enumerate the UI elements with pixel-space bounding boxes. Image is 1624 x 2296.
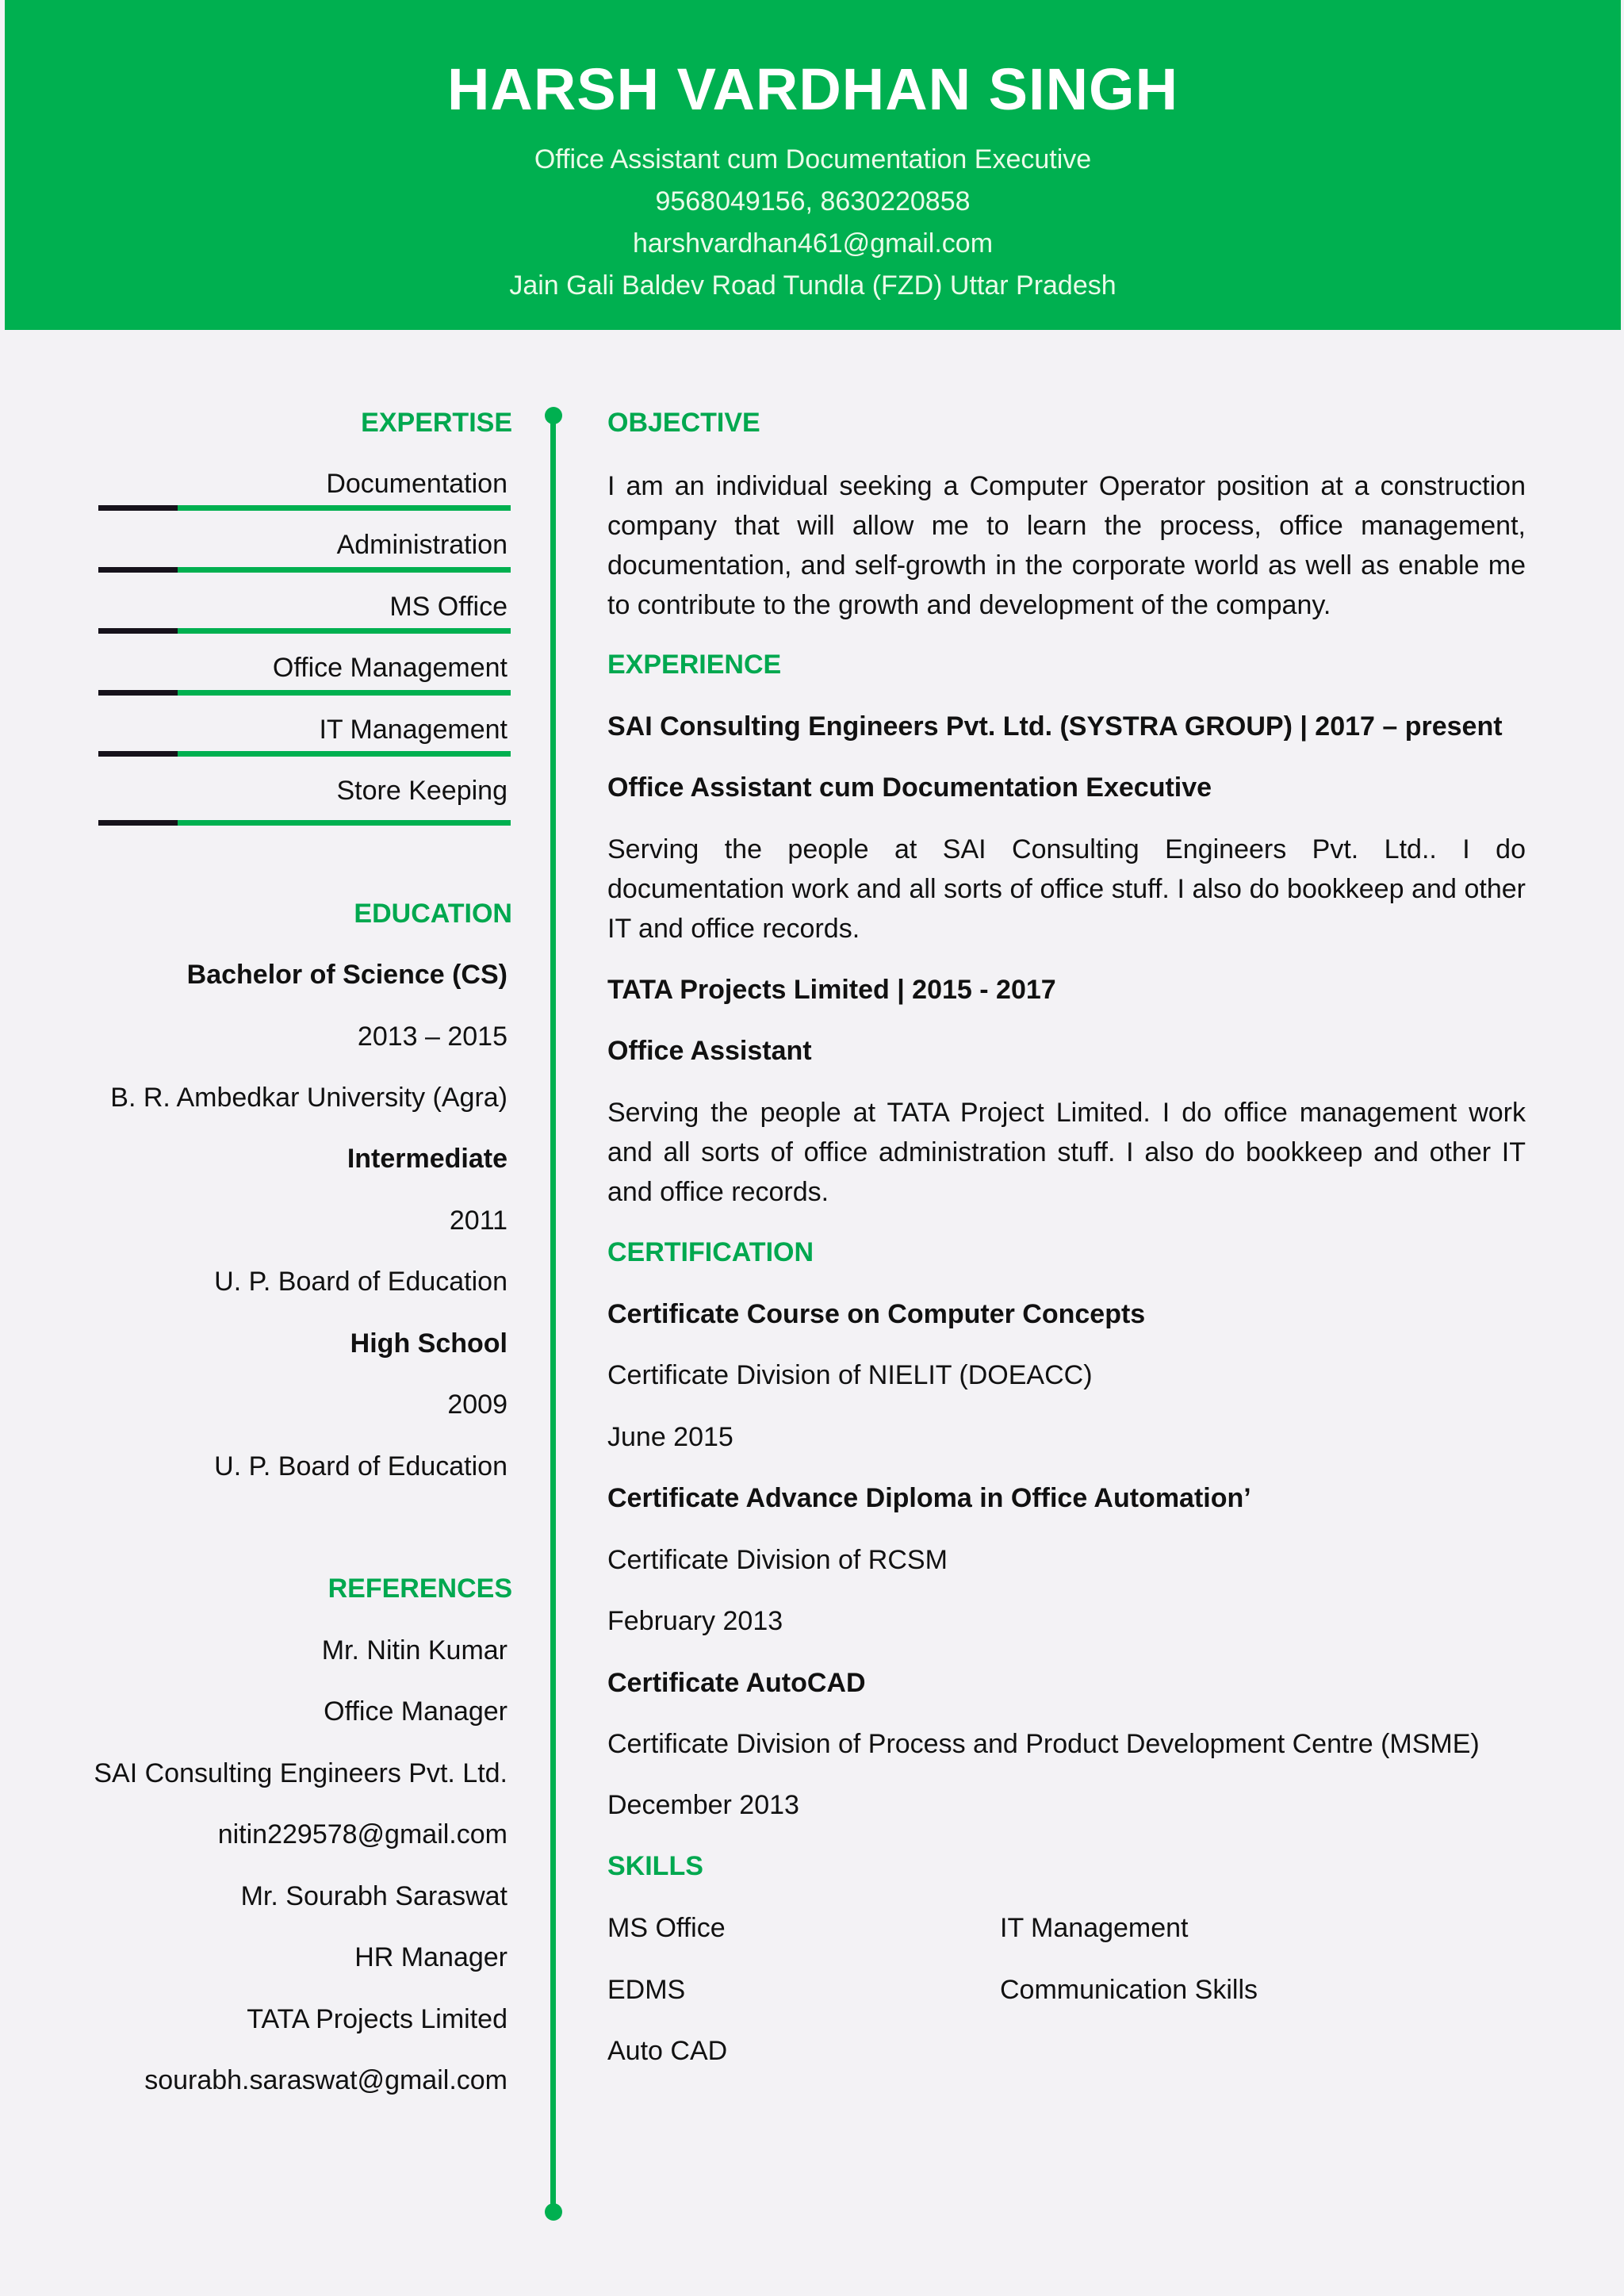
skill-bar-dark-segment xyxy=(98,751,178,757)
skill-bar xyxy=(98,751,511,757)
skill-item: IT Management xyxy=(1000,1913,1189,1943)
skill-bar-dark-segment xyxy=(98,567,178,573)
candidate-name: HARSH VARDHAN SINGH xyxy=(446,56,1179,122)
education-institution: U. P. Board of Education xyxy=(214,1451,508,1481)
skill-item: EDMS xyxy=(607,1975,686,2005)
certificate-date: February 2013 xyxy=(607,1606,783,1636)
job-title: Office Assistant cum Documentation Executive xyxy=(534,144,1092,174)
certificate-name: Certificate Course on Computer Concepts xyxy=(607,1299,1146,1329)
reference-name: Mr. Sourabh Saraswat xyxy=(240,1881,508,1911)
phone-numbers: 9568049156, 8630220858 xyxy=(655,186,971,217)
job-company: SAI Consulting Engineers Pvt. Ltd. (SYSTRA GROUP) | 2017 – present xyxy=(607,711,1503,742)
skill-bar-dark-segment xyxy=(98,628,178,634)
job-company: TATA Projects Limited | 2015 - 2017 xyxy=(607,975,1056,1005)
certificate-issuer: Certificate Division of RCSM xyxy=(607,1545,948,1575)
skill-bar xyxy=(98,820,511,826)
education-year: 2011 xyxy=(449,1205,508,1236)
education-heading: EDUCATION xyxy=(354,899,512,929)
skill-bar-dark-segment xyxy=(98,505,178,511)
job-role: Office Assistant xyxy=(607,1036,812,1066)
experience-heading: EXPERIENCE xyxy=(607,650,782,680)
objective-heading: OBJECTIVE xyxy=(607,408,760,438)
email-address[interactable]: harshvardhan461@gmail.com xyxy=(632,228,994,259)
certification-heading: CERTIFICATION xyxy=(607,1237,814,1267)
reference-email[interactable]: nitin229578@gmail.com xyxy=(217,1819,508,1849)
certificate-date: June 2015 xyxy=(607,1422,733,1452)
skill-bar xyxy=(98,690,511,696)
skill-bar xyxy=(98,567,511,573)
education-degree: Intermediate xyxy=(347,1144,508,1174)
reference-name: Mr. Nitin Kumar xyxy=(321,1635,508,1665)
timeline-top-dot xyxy=(545,407,562,424)
skill-bar-dark-segment xyxy=(98,690,178,696)
certificate-issuer: Certificate Division of NIELIT (DOEACC) xyxy=(607,1360,1093,1390)
certificate-issuer: Certificate Division of Process and Product Development Centre (MSME) xyxy=(607,1729,1480,1759)
expertise-item: IT Management xyxy=(319,715,508,745)
objective-text: I am an individual seeking a Computer Operator position at a construction company that will allow me to learn the process, office management, documentation, and self-growth in the corporate world as well as enable me to contribute to the growth and development of the company. xyxy=(607,471,1526,620)
expertise-heading: EXPERTISE xyxy=(361,408,512,438)
header-banner xyxy=(5,0,1621,330)
skill-item: MS Office xyxy=(607,1913,726,1943)
expertise-item: Office Management xyxy=(272,653,508,683)
reference-company: SAI Consulting Engineers Pvt. Ltd. xyxy=(94,1758,508,1788)
reference-role: Office Manager xyxy=(324,1696,508,1727)
reference-role: HR Manager xyxy=(354,1942,508,1972)
skill-bar xyxy=(98,505,511,511)
skill-item: Auto CAD xyxy=(607,2036,728,2066)
skill-item: Communication Skills xyxy=(1000,1975,1258,2005)
expertise-item: Documentation xyxy=(326,469,508,499)
skills-heading: SKILLS xyxy=(607,1851,703,1881)
education-degree: High School xyxy=(350,1328,508,1359)
certificate-name: Certificate Advance Diploma in Office Automation’ xyxy=(607,1483,1251,1513)
postal-address: Jain Gali Baldev Road Tundla (FZD) Uttar Pradesh xyxy=(509,270,1116,301)
education-degree: Bachelor of Science (CS) xyxy=(186,960,508,990)
certificate-name: Certificate AutoCAD xyxy=(607,1668,866,1698)
timeline-bottom-dot xyxy=(545,2203,562,2221)
education-year: 2009 xyxy=(447,1389,508,1420)
reference-email[interactable]: sourabh.saraswat@gmail.com xyxy=(144,2065,508,2095)
expertise-item: Administration xyxy=(336,530,508,560)
job-description: Serving the people at TATA Project Limited. I do office management work and all sorts of office administration stuff. I also do bookkeep and other IT and office records. xyxy=(607,1098,1526,1207)
job-description: Serving the people at SAI Consulting Engineers Pvt. Ltd.. I do documentation work and all sorts of office stuff. I also do bookkeep and other IT and office records. xyxy=(607,834,1526,944)
timeline-line xyxy=(550,416,556,2213)
certificate-date: December 2013 xyxy=(607,1790,799,1820)
references-heading: REFERENCES xyxy=(327,1573,512,1604)
expertise-item: MS Office xyxy=(389,592,508,622)
education-year: 2013 – 2015 xyxy=(357,1022,508,1052)
expertise-item: Store Keeping xyxy=(336,776,508,806)
skill-bar-dark-segment xyxy=(98,820,178,826)
education-institution: B. R. Ambedkar University (Agra) xyxy=(110,1083,508,1113)
job-role: Office Assistant cum Documentation Executive xyxy=(607,772,1212,803)
skill-bar xyxy=(98,628,511,634)
reference-company: TATA Projects Limited xyxy=(247,2004,508,2034)
education-institution: U. P. Board of Education xyxy=(214,1267,508,1297)
